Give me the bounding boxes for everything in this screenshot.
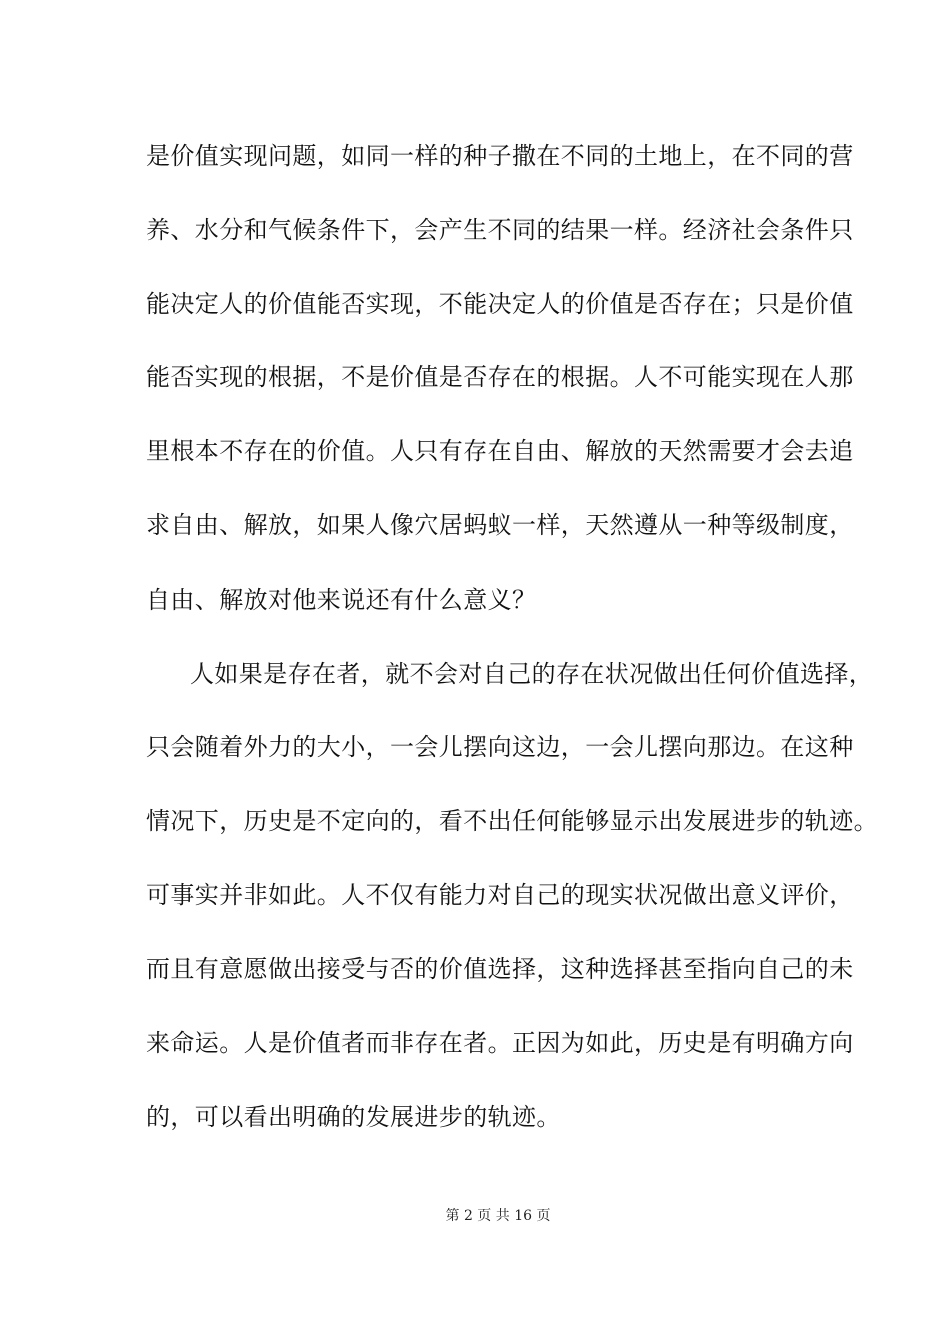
paragraph-start-line: 人如果是存在者，就不会对自己的存在状况做出任何价值选择， [190, 660, 874, 688]
text-line: 是价值实现问题，如同一样的种子撒在不同的土地上，在不同的营 [146, 142, 854, 170]
text-line: 里根本不存在的价值。人只有存在自由、解放的天然需要才会去追 [146, 437, 854, 465]
text-line: 来命运。人是价值者而非存在者。正因为如此，历史是有明确方向 [146, 1029, 854, 1057]
text-line: 可事实并非如此。人不仅有能力对自己的现实状况做出意义评价， [146, 881, 854, 909]
text-line: 能否实现的根据，不是价值是否存在的根据。人不可能实现在人那 [146, 363, 854, 391]
text-line: 而且有意愿做出接受与否的价值选择，这种选择甚至指向自己的未 [146, 955, 854, 983]
text-line: 情况下，历史是不定向的，看不出任何能够显示出发展进步的轨迹。 [146, 807, 878, 835]
text-line: 自由、解放对他来说还有什么意义？ [146, 586, 537, 614]
text-line: 养、水分和气候条件下，会产生不同的结果一样。经济社会条件只 [146, 216, 854, 244]
text-line: 能决定人的价值能否实现，不能决定人的价值是否存在；只是价值 [146, 290, 854, 318]
page-number-footer: 第 2 页 共 16 页 [445, 1208, 551, 1224]
text-line: 的，可以看出明确的发展进步的轨迹。 [146, 1103, 561, 1131]
text-line: 求自由、解放，如果人像穴居蚂蚁一样，天然遵从一种等级制度， [146, 511, 854, 539]
text-line: 只会随着外力的大小，一会儿摆向这边，一会儿摆向那边。在这种 [146, 733, 854, 761]
